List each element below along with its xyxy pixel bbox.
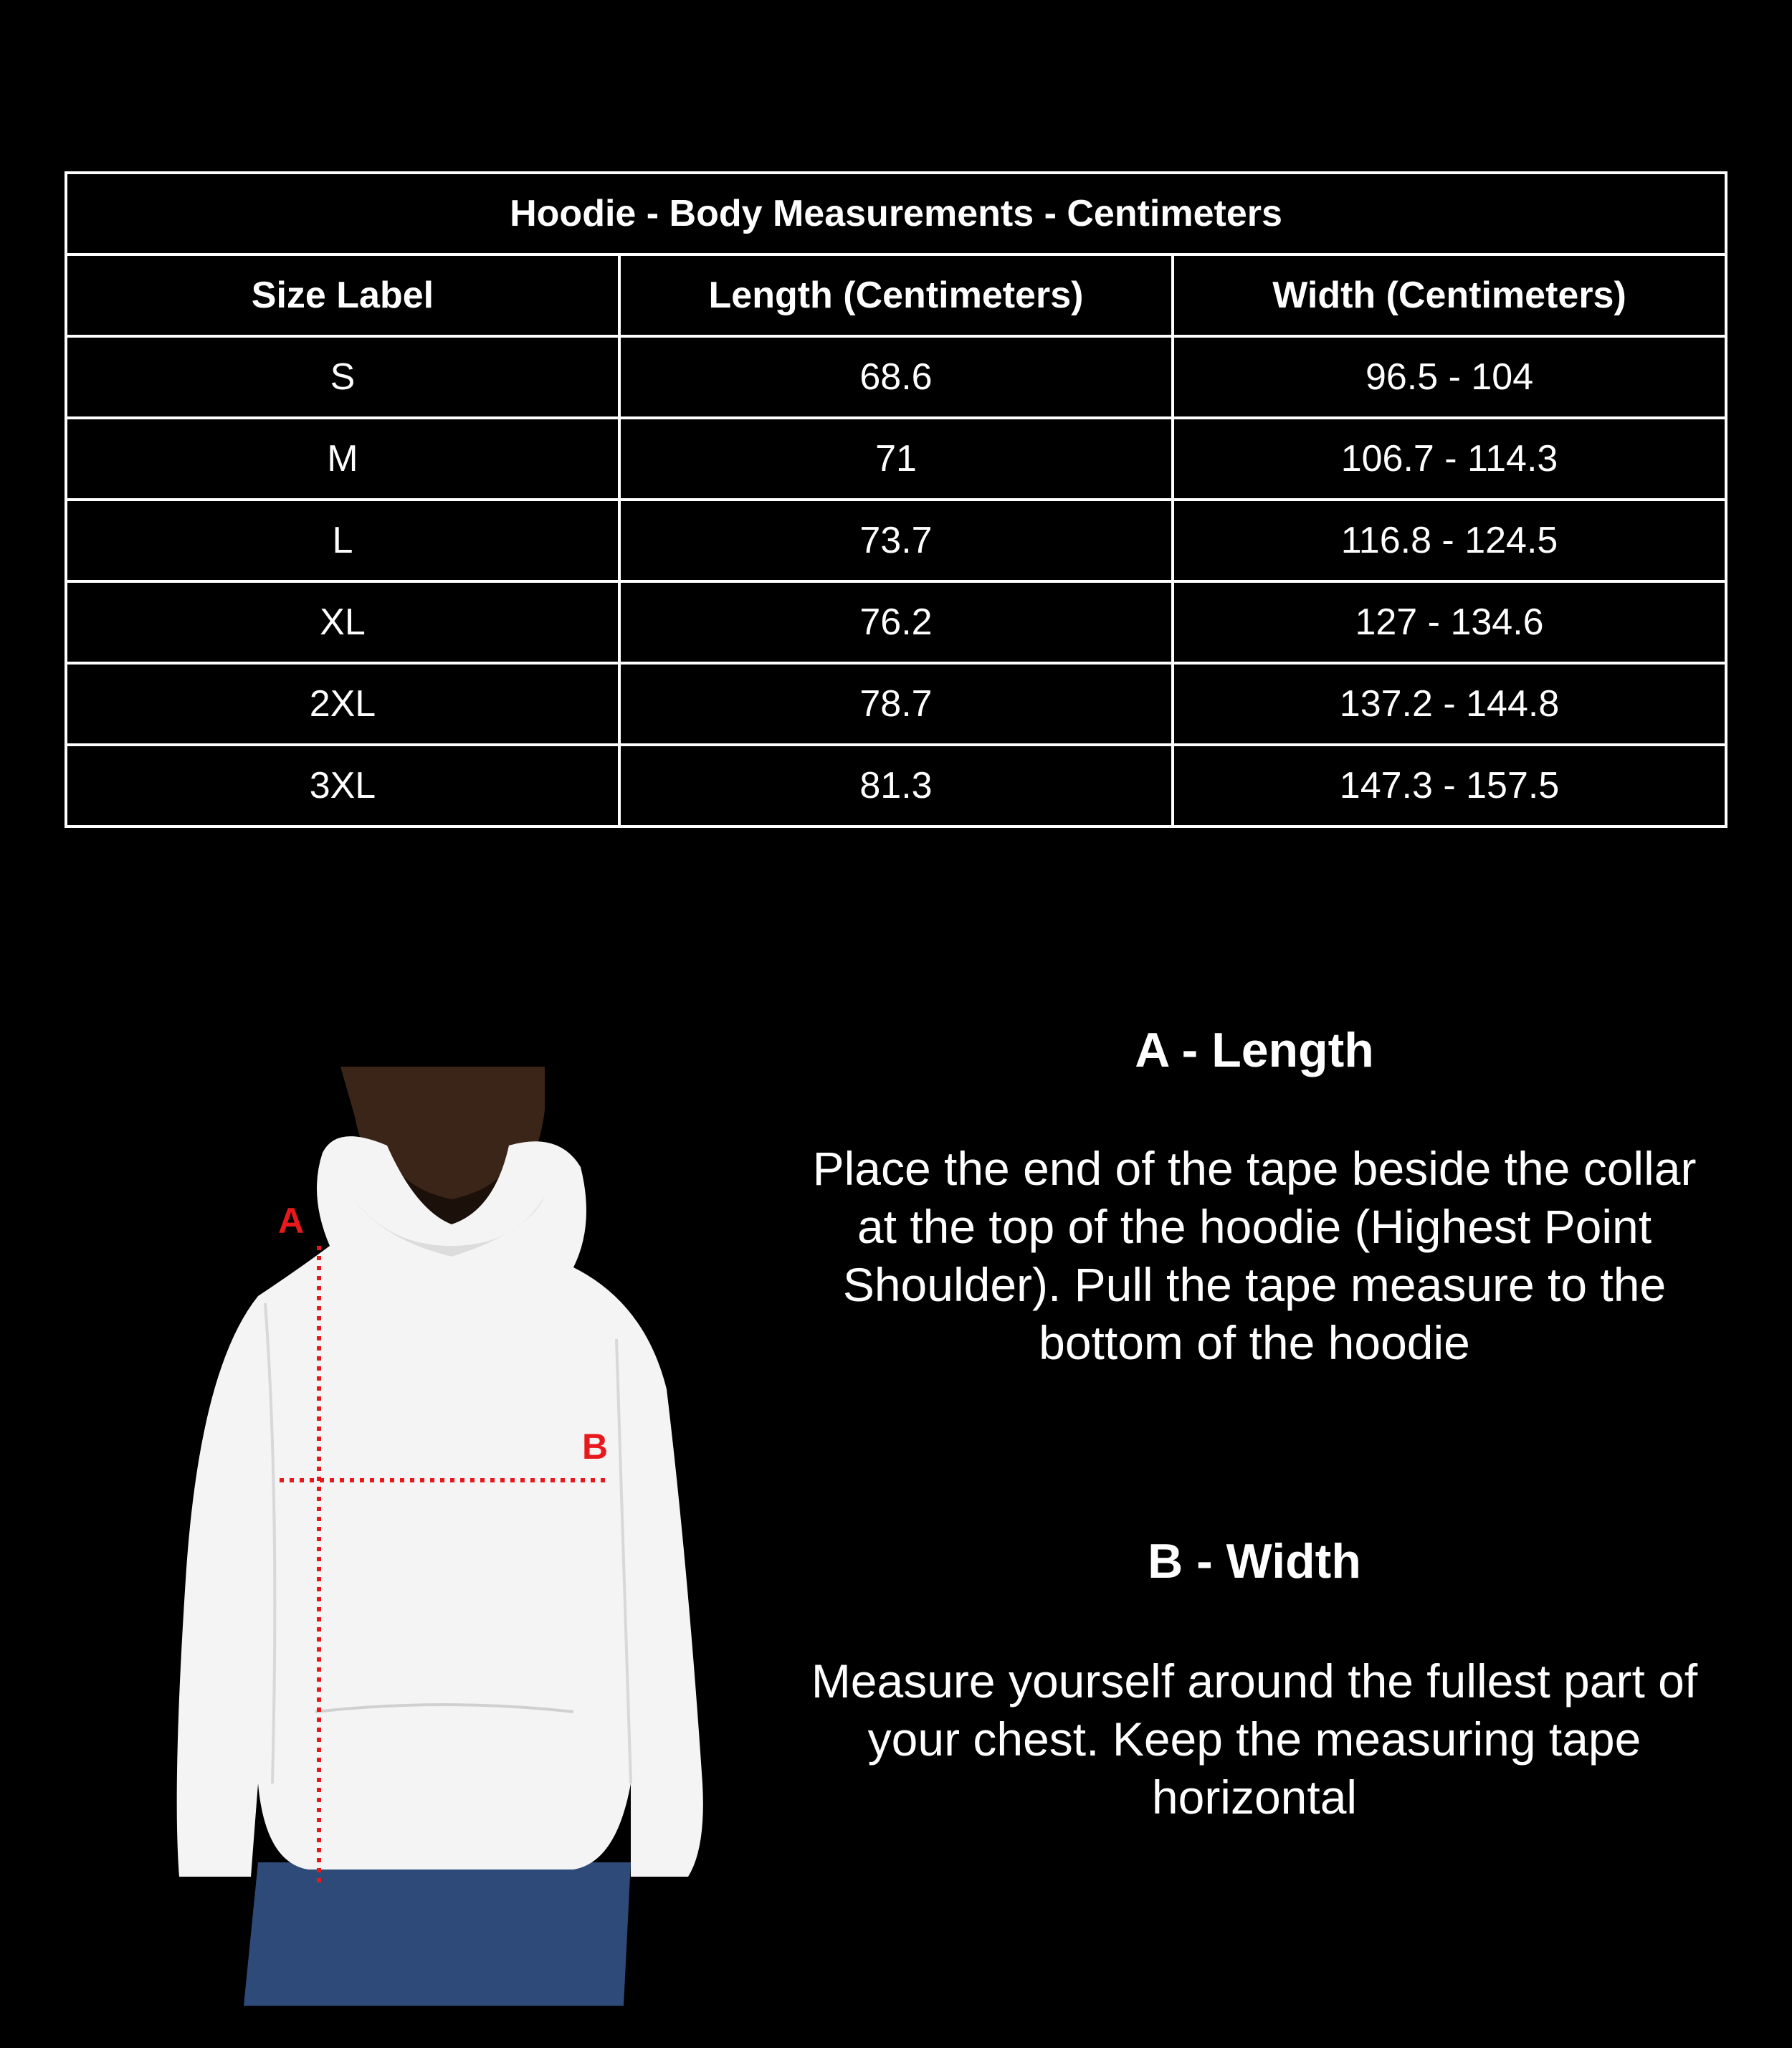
length-cell: 68.6 (619, 336, 1173, 418)
size-cell: 2XL (66, 663, 619, 745)
length-guide-text: Place the end of the tape beside the collar at the top of the hoodie (Highest Point Shoulder). Pull the tape measure to the bottom of the hoodie (812, 1142, 1697, 1369)
length-cell: 78.7 (619, 663, 1173, 745)
width-cell: 116.8 - 124.5 (1173, 500, 1726, 581)
marker-a-label: A (278, 1201, 305, 1241)
size-chart-table (65, 171, 1727, 828)
length-cell: 73.7 (619, 500, 1173, 581)
width-guide-heading: B - Width (1148, 1534, 1361, 1589)
length-cell: 81.3 (619, 745, 1173, 827)
table-row (66, 500, 1726, 581)
table-row (66, 336, 1726, 418)
size-cell: 3XL (66, 745, 619, 827)
table-title: Hoodie - Body Measurements - Centimeters (66, 173, 1726, 254)
column-header-size: Size Label (66, 254, 619, 336)
length-cell: 76.2 (619, 581, 1173, 663)
size-cell: M (66, 418, 619, 500)
marker-b-label: B (582, 1427, 609, 1467)
width-cell: 106.7 - 114.3 (1173, 418, 1726, 500)
length-guide-heading: A - Length (1135, 1023, 1374, 1077)
hoodie-model-illustration (172, 1067, 745, 2006)
table-header-row (66, 254, 1726, 336)
size-cell: XL (66, 581, 619, 663)
column-header-width: Width (Centimeters) (1173, 254, 1726, 336)
column-header-length: Length (Centimeters) (619, 254, 1173, 336)
width-cell: 147.3 - 157.5 (1173, 745, 1726, 827)
width-guide-text: Measure yourself around the fullest part of your chest. Keep the measuring tape horizontal (811, 1654, 1698, 1824)
table-title-row (66, 173, 1726, 254)
table-row (66, 745, 1726, 827)
length-cell: 71 (619, 418, 1173, 500)
hoodie-diagram-svg (172, 1067, 745, 2006)
table-row (66, 663, 1726, 745)
table-row (66, 581, 1726, 663)
width-cell: 127 - 134.6 (1173, 581, 1726, 663)
size-cell: L (66, 500, 619, 581)
table-row (66, 418, 1726, 500)
jeans-shape (244, 1862, 631, 2006)
width-cell: 96.5 - 104 (1173, 336, 1726, 418)
width-cell: 137.2 - 144.8 (1173, 663, 1726, 745)
size-cell: S (66, 336, 619, 418)
